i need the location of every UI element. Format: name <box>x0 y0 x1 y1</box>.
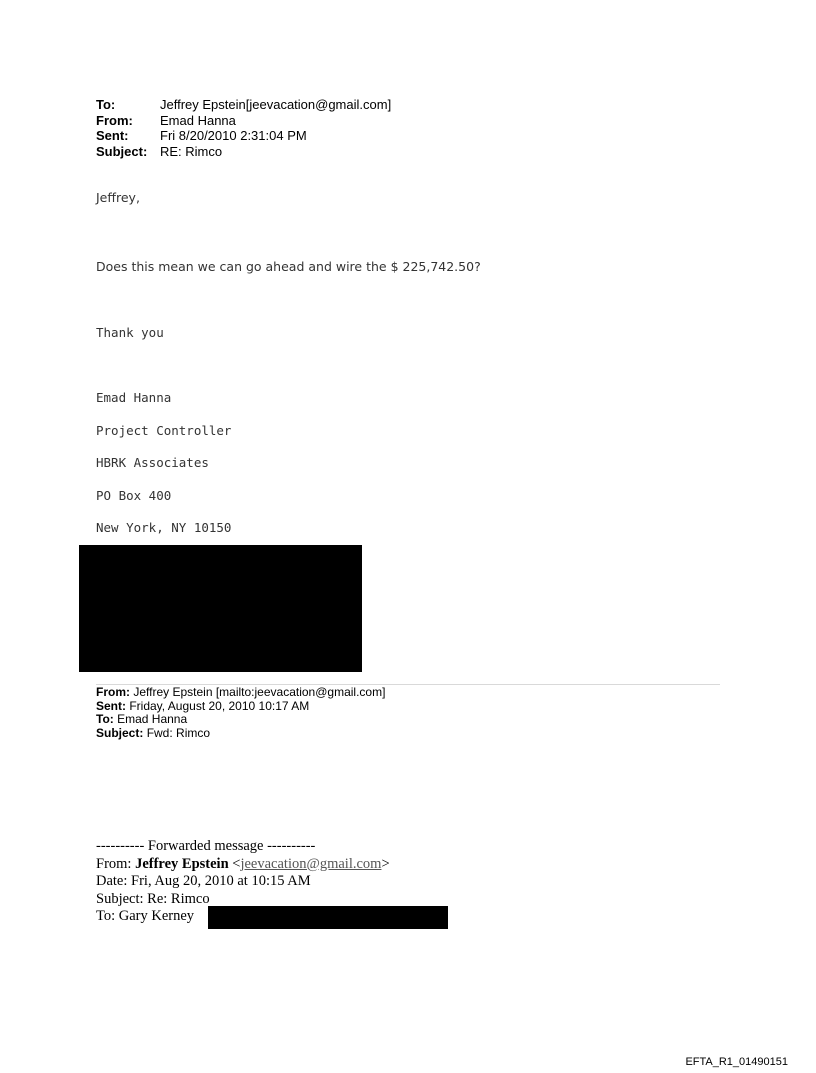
forwarded-from-name: Jeffrey Epstein <box>135 855 229 872</box>
redaction-box <box>79 545 362 672</box>
forwarded-email-link[interactable]: jeevacation@gmail.com <box>240 855 382 872</box>
header-from-row <box>96 113 391 129</box>
greeting: Jeffrey, <box>96 190 140 205</box>
quoted-to-row <box>96 713 385 727</box>
question-text: Does this mean we can go ahead and wire the $ 225,742.50? <box>96 259 481 274</box>
signature-pobox: PO Box 400 <box>96 487 172 503</box>
quoted-subject-row <box>96 727 385 741</box>
quoted-sent-label: Sent: <box>96 698 126 713</box>
from-label: From: <box>96 112 133 128</box>
quoted-subject-label: Subject: <box>96 725 144 740</box>
forwarded-from-prefix: From: <box>96 855 136 872</box>
forwarded-email-close: > <box>381 855 390 872</box>
quoted-sent-row <box>96 700 385 714</box>
signature-city: New York, NY 10150 <box>96 520 232 535</box>
header-sent-row <box>96 128 391 144</box>
forwarded-email-open: < <box>228 855 241 872</box>
forwarded-separator: ---------- Forwarded message ---------- <box>96 838 316 854</box>
sent-label: Sent: <box>96 128 129 143</box>
subject-value: RE: Rimco <box>160 143 223 159</box>
quoted-from-value: Jeffrey Epstein [mailto:jeevacation@gmail.com] <box>133 685 386 699</box>
header-to-row <box>96 97 391 113</box>
sent-value: Fri 8/20/2010 2:31:04 PM <box>160 128 307 143</box>
quoted-sent-value: Friday, August 20, 2010 10:17 AM <box>129 698 310 713</box>
quoted-from-row <box>96 686 385 700</box>
signature-company: HBRK Associates <box>96 455 209 470</box>
quoted-header <box>96 686 385 740</box>
forwarded-to: To: Gary Kerney <box>96 908 195 924</box>
subject-label: Subject: <box>96 143 148 159</box>
forwarded-subject: Subject: Re: Rimco <box>96 890 210 907</box>
redaction-box-email <box>208 906 448 929</box>
quoted-to-value: Emad Hanna <box>117 712 188 726</box>
quoted-from-label: From: <box>96 685 130 699</box>
email-header <box>96 97 391 159</box>
to-label: To: <box>96 97 116 112</box>
quoted-subject-value: Fwd: Rimco <box>146 725 211 740</box>
quoted-to-label: To: <box>96 712 114 726</box>
document-id: EFTA_R1_01490151 <box>685 1056 788 1068</box>
signature-title: Project Controller <box>96 422 232 438</box>
thanks-text: Thank you <box>96 325 164 340</box>
header-subject-row <box>96 144 391 160</box>
forwarded-date: Date: Fri, Aug 20, 2010 at 10:15 AM <box>96 873 311 889</box>
forwarded-from-row <box>96 856 390 874</box>
signature-name: Emad Hanna <box>96 390 172 405</box>
signature-block <box>96 390 231 553</box>
to-value: Jeffrey Epstein[jeevacation@gmail.com] <box>160 97 392 112</box>
from-value: Emad Hanna <box>160 112 236 128</box>
